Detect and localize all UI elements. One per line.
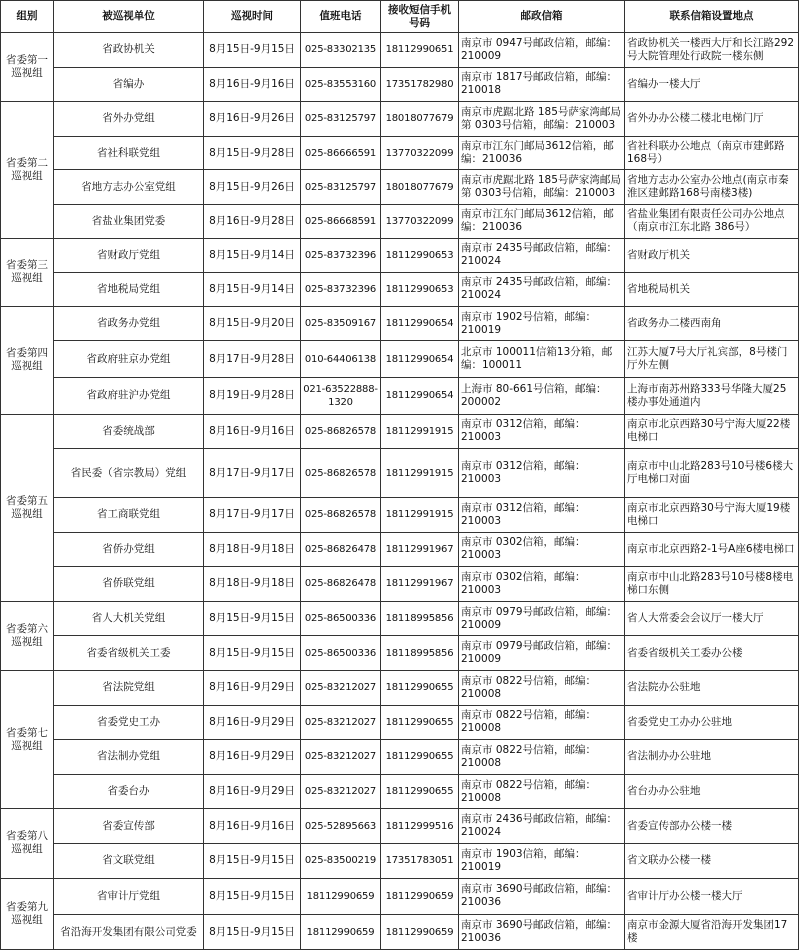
cell-group: 省委第一巡视组	[1, 33, 54, 102]
cell-phone: 025-83212027	[301, 774, 381, 809]
cell-postbox: 南京市 2435号邮政信箱，邮编：210024	[459, 273, 625, 307]
cell-mobile: 18112991915	[381, 449, 459, 498]
cell-time: 8月15日-9月15日	[204, 601, 301, 636]
table-row	[1, 377, 799, 414]
cell-mobile: 17351783051	[381, 843, 459, 878]
cell-location: 省委党史工办办公驻地	[625, 705, 799, 740]
cell-unit: 省编办	[54, 67, 204, 102]
cell-unit: 省法院党组	[54, 670, 204, 705]
cell-postbox: 北京市 100011信箱13分箱，邮编：100011	[459, 341, 625, 378]
cell-time: 8月17日-9月17日	[204, 449, 301, 498]
cell-unit: 省委党史工办	[54, 705, 204, 740]
cell-time: 8月17日-9月28日	[204, 341, 301, 378]
cell-time: 8月16日-9月29日	[204, 740, 301, 775]
cell-phone: 025-86500336	[301, 636, 381, 671]
cell-mobile: 18112990655	[381, 774, 459, 809]
cell-mobile: 18112990655	[381, 705, 459, 740]
cell-mobile: 18112991915	[381, 497, 459, 532]
table-row	[1, 67, 799, 102]
cell-postbox: 南京市 1903信箱，邮编：210019	[459, 843, 625, 878]
cell-phone: 025-86668591	[301, 204, 381, 238]
cell-time: 8月15日-9月20日	[204, 306, 301, 341]
cell-location: 省外办办公楼二楼北电梯门厅	[625, 102, 799, 137]
cell-time: 8月16日-9月29日	[204, 774, 301, 809]
cell-unit: 省人大机关党组	[54, 601, 204, 636]
cell-location: 南京市中山北路283号10号楼6楼大厅电梯口对面	[625, 449, 799, 498]
cell-location: 南京市北京西路30号宁海大厦22楼电梯口	[625, 414, 799, 449]
cell-unit: 省审计厅党组	[54, 878, 204, 915]
table-row	[1, 341, 799, 378]
cell-location: 省政务办二楼西南角	[625, 306, 799, 341]
cell-mobile: 18112991967	[381, 567, 459, 602]
cell-location: 省委省级机关工委办公楼	[625, 636, 799, 671]
cell-location: 省人大常委会会议厅一楼大厅	[625, 601, 799, 636]
cell-time: 8月15日-9月15日	[204, 33, 301, 68]
cell-phone: 18112990659	[301, 878, 381, 915]
cell-unit: 省社科联党组	[54, 136, 204, 170]
cell-phone: 025-83125797	[301, 102, 381, 137]
table-row	[1, 740, 799, 775]
cell-mobile: 18112991915	[381, 414, 459, 449]
cell-postbox: 南京市 3690号邮政信箱，邮编：210036	[459, 915, 625, 950]
cell-mobile: 18112990651	[381, 33, 459, 68]
cell-mobile: 18112990653	[381, 273, 459, 307]
header-location: 联系信箱设置地点	[625, 1, 799, 33]
cell-phone: 025-83302135	[301, 33, 381, 68]
cell-time: 8月15日-9月14日	[204, 273, 301, 307]
header-mobile: 接收短信手机号码	[381, 1, 459, 33]
cell-unit: 省政府驻京办党组	[54, 341, 204, 378]
header-time: 巡视时间	[204, 1, 301, 33]
cell-group: 省委第二巡视组	[1, 102, 54, 238]
header-unit: 被巡视单位	[54, 1, 204, 33]
cell-phone: 025-83732396	[301, 238, 381, 273]
cell-time: 8月15日-9月28日	[204, 136, 301, 170]
cell-unit: 省委宣传部	[54, 809, 204, 844]
cell-unit: 省财政厅党组	[54, 238, 204, 273]
cell-postbox: 南京市 0312信箱，邮编：210003	[459, 414, 625, 449]
cell-unit: 省沿海开发集团有限公司党委	[54, 915, 204, 950]
cell-time: 8月18日-9月18日	[204, 567, 301, 602]
cell-phone: 025-86826578	[301, 497, 381, 532]
table-row	[1, 878, 799, 915]
cell-postbox: 南京市 0822号信箱，邮编：210008	[459, 740, 625, 775]
cell-location: 南京市北京西路2-1号A座6楼电梯口	[625, 532, 799, 567]
cell-location: 南京市金源大厦省沿海开发集团17楼	[625, 915, 799, 950]
cell-phone: 025-83509167	[301, 306, 381, 341]
cell-mobile: 18112990659	[381, 915, 459, 950]
cell-time: 8月18日-9月18日	[204, 532, 301, 567]
cell-group: 省委第九巡视组	[1, 878, 54, 949]
cell-time: 8月15日-9月15日	[204, 915, 301, 950]
table-row	[1, 705, 799, 740]
cell-mobile: 18112990654	[381, 377, 459, 414]
cell-mobile: 18118995856	[381, 601, 459, 636]
cell-location: 省审计厅办公楼一楼大厅	[625, 878, 799, 915]
table-row	[1, 532, 799, 567]
cell-mobile: 18112990654	[381, 341, 459, 378]
cell-mobile: 18112990653	[381, 238, 459, 273]
table-row	[1, 567, 799, 602]
cell-unit: 省文联党组	[54, 843, 204, 878]
cell-unit: 省政府驻沪办党组	[54, 377, 204, 414]
cell-postbox: 上海市 80-661号信箱，邮编：200002	[459, 377, 625, 414]
cell-postbox: 南京市 0822号信箱，邮编：210008	[459, 670, 625, 705]
cell-postbox: 南京市 0312信箱，邮编：210003	[459, 449, 625, 498]
cell-time: 8月15日-9月15日	[204, 843, 301, 878]
cell-time: 8月16日-9月16日	[204, 414, 301, 449]
cell-unit: 省委省级机关工委	[54, 636, 204, 671]
cell-phone: 18112990659	[301, 915, 381, 950]
cell-phone: 025-83212027	[301, 670, 381, 705]
cell-unit: 省盐业集团党委	[54, 204, 204, 238]
cell-time: 8月16日-9月28日	[204, 204, 301, 238]
cell-location: 省委宣传部办公楼一楼	[625, 809, 799, 844]
table-row	[1, 33, 799, 68]
cell-unit: 省侨办党组	[54, 532, 204, 567]
cell-postbox: 南京市 3690号邮政信箱，邮编：210036	[459, 878, 625, 915]
cell-mobile: 18112990654	[381, 306, 459, 341]
cell-mobile: 18112999516	[381, 809, 459, 844]
cell-mobile: 13770322099	[381, 204, 459, 238]
cell-phone: 025-86666591	[301, 136, 381, 170]
cell-phone: 025-83732396	[301, 273, 381, 307]
cell-postbox: 南京市 0312信箱，邮编：210003	[459, 497, 625, 532]
cell-location: 江苏大厦7号大厅礼宾部，8号楼门厅外左侧	[625, 341, 799, 378]
cell-postbox: 南京市 0947号邮政信箱，邮编：210009	[459, 33, 625, 68]
table-row	[1, 497, 799, 532]
cell-group: 省委第四巡视组	[1, 306, 54, 414]
cell-unit: 省政务办党组	[54, 306, 204, 341]
cell-location: 省盐业集团有限责任公司办公地点（南京市江东北路 386号）	[625, 204, 799, 238]
cell-phone: 010-64406138	[301, 341, 381, 378]
cell-time: 8月15日-9月14日	[204, 238, 301, 273]
cell-location: 上海市南苏州路333号华隆大厦25楼办事处通道内	[625, 377, 799, 414]
cell-location: 省财政厅机关	[625, 238, 799, 273]
cell-time: 8月16日-9月16日	[204, 809, 301, 844]
cell-group: 省委第六巡视组	[1, 601, 54, 670]
header-row	[1, 1, 799, 33]
cell-location: 南京市中山北路283号10号楼8楼电梯口东侧	[625, 567, 799, 602]
cell-location: 省社科联办公地点（南京市建邺路168号）	[625, 136, 799, 170]
cell-time: 8月16日-9月16日	[204, 67, 301, 102]
cell-unit: 省委统战部	[54, 414, 204, 449]
table-row	[1, 306, 799, 341]
cell-postbox: 南京市 2436号邮政信箱，邮编：210024	[459, 809, 625, 844]
table-row	[1, 414, 799, 449]
table-body	[1, 33, 799, 950]
cell-location: 省地税局机关	[625, 273, 799, 307]
cell-group: 省委第五巡视组	[1, 414, 54, 601]
cell-mobile: 17351782980	[381, 67, 459, 102]
cell-time: 8月15日-9月26日	[204, 170, 301, 205]
cell-location: 省编办一楼大厅	[625, 67, 799, 102]
cell-location: 省政协机关一楼西大厅和长江路292号大院管理处行政院一楼东侧	[625, 33, 799, 68]
cell-mobile: 18112990655	[381, 670, 459, 705]
table-row	[1, 915, 799, 950]
cell-unit: 省民委（省宗教局）党组	[54, 449, 204, 498]
cell-time: 8月15日-9月15日	[204, 636, 301, 671]
cell-postbox: 南京市虎踞北路 185号萨家湾邮局第 0303号信箱，邮编：210003	[459, 170, 625, 205]
cell-mobile: 18112990655	[381, 740, 459, 775]
table-row	[1, 204, 799, 238]
table-row	[1, 136, 799, 170]
cell-postbox: 南京市 0302信箱，邮编：210003	[459, 532, 625, 567]
cell-time: 8月15日-9月15日	[204, 878, 301, 915]
cell-time: 8月17日-9月17日	[204, 497, 301, 532]
table-row	[1, 449, 799, 498]
cell-mobile: 18112991967	[381, 532, 459, 567]
cell-unit: 省委台办	[54, 774, 204, 809]
cell-phone: 025-86826578	[301, 449, 381, 498]
header-phone: 值班电话	[301, 1, 381, 33]
cell-mobile: 13770322099	[381, 136, 459, 170]
table-row	[1, 636, 799, 671]
cell-postbox: 南京市虎踞北路 185号萨家湾邮局第 0303号信箱，邮编：210003	[459, 102, 625, 137]
cell-unit: 省外办党组	[54, 102, 204, 137]
table-row	[1, 809, 799, 844]
cell-location: 省法制办办公驻地	[625, 740, 799, 775]
cell-unit: 省侨联党组	[54, 567, 204, 602]
cell-phone: 021-63522888-1320	[301, 377, 381, 414]
cell-location: 省法院办公驻地	[625, 670, 799, 705]
cell-phone: 025-86826478	[301, 532, 381, 567]
table-row	[1, 601, 799, 636]
cell-phone: 025-83212027	[301, 740, 381, 775]
cell-location: 省文联办公楼一楼	[625, 843, 799, 878]
cell-group: 省委第八巡视组	[1, 809, 54, 878]
table-row	[1, 102, 799, 137]
cell-unit: 省政协机关	[54, 33, 204, 68]
cell-postbox: 南京市 0822号信箱，邮编：210008	[459, 705, 625, 740]
cell-time: 8月16日-9月29日	[204, 705, 301, 740]
table-row	[1, 238, 799, 273]
cell-location: 省地方志办公室办公地点(南京市秦淮区建邺路168号南楼3楼)	[625, 170, 799, 205]
cell-phone: 025-83125797	[301, 170, 381, 205]
header-postbox: 邮政信箱	[459, 1, 625, 33]
cell-group: 省委第三巡视组	[1, 238, 54, 306]
table-row	[1, 843, 799, 878]
cell-postbox: 南京市 0822号信箱，邮编：210008	[459, 774, 625, 809]
cell-unit: 省地方志办公室党组	[54, 170, 204, 205]
cell-postbox: 南京市 1902号信箱，邮编：210019	[459, 306, 625, 341]
table-row	[1, 774, 799, 809]
cell-mobile: 18118995856	[381, 636, 459, 671]
cell-group: 省委第七巡视组	[1, 670, 54, 808]
cell-postbox: 南京市江东门邮局3612信箱，邮编：210036	[459, 204, 625, 238]
cell-postbox: 南京市 0979号邮政信箱，邮编：210009	[459, 601, 625, 636]
cell-mobile: 18018077679	[381, 102, 459, 137]
cell-time: 8月19日-9月28日	[204, 377, 301, 414]
header-group: 组别	[1, 1, 54, 33]
cell-phone: 025-83553160	[301, 67, 381, 102]
cell-postbox: 南京市 0979号邮政信箱，邮编：210009	[459, 636, 625, 671]
cell-time: 8月16日-9月26日	[204, 102, 301, 137]
table-row	[1, 170, 799, 205]
cell-postbox: 南京市 2435号邮政信箱，邮编：210024	[459, 238, 625, 273]
cell-unit: 省地税局党组	[54, 273, 204, 307]
cell-mobile: 18112990659	[381, 878, 459, 915]
cell-phone: 025-52895663	[301, 809, 381, 844]
cell-location: 南京市北京西路30号宁海大厦19楼电梯口	[625, 497, 799, 532]
cell-phone: 025-86826478	[301, 567, 381, 602]
cell-unit: 省法制办党组	[54, 740, 204, 775]
cell-unit: 省工商联党组	[54, 497, 204, 532]
cell-phone: 025-86500336	[301, 601, 381, 636]
cell-postbox: 南京市江东门邮局3612信箱，邮编：210036	[459, 136, 625, 170]
cell-postbox: 南京市 0302信箱，邮编：210003	[459, 567, 625, 602]
cell-mobile: 18018077679	[381, 170, 459, 205]
cell-location: 省台办办公驻地	[625, 774, 799, 809]
cell-postbox: 南京市 1817号邮政信箱，邮编：210018	[459, 67, 625, 102]
cell-phone: 025-86826578	[301, 414, 381, 449]
cell-phone: 025-83500219	[301, 843, 381, 878]
table-row	[1, 273, 799, 307]
table-row	[1, 670, 799, 705]
cell-phone: 025-83212027	[301, 705, 381, 740]
cell-time: 8月16日-9月29日	[204, 670, 301, 705]
